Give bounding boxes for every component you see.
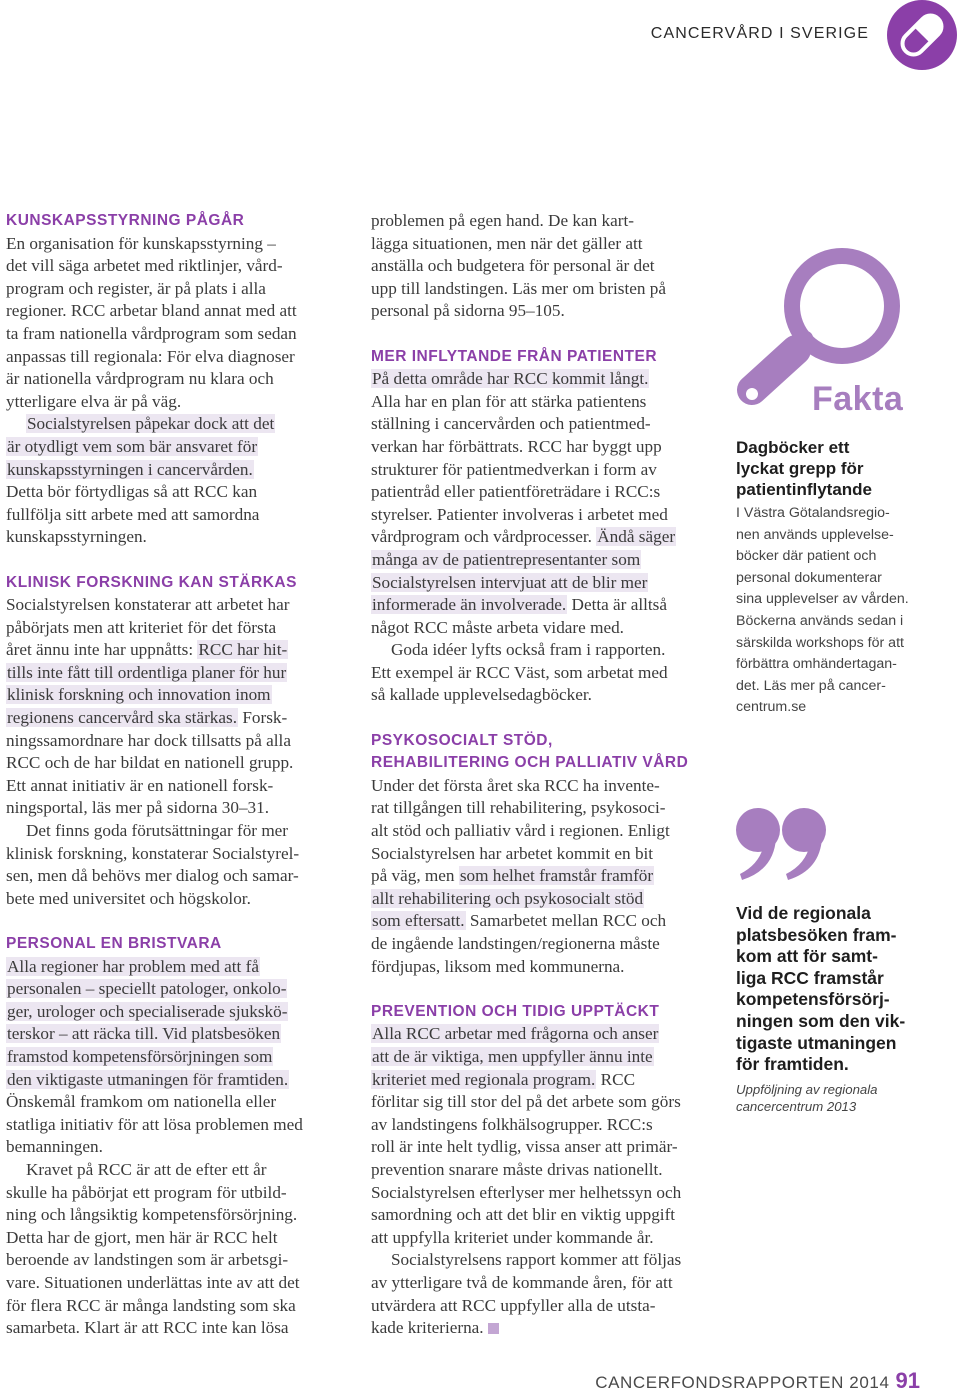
text-line: Ett exempel är RCC Väst, som arbetat med bbox=[371, 662, 668, 682]
highlight: framstod kompetensförsörjningen som bbox=[7, 1046, 273, 1066]
highlight: terskor – att räcka till. Vid platsbesöken bbox=[7, 1024, 281, 1044]
text-line: cancercentrum 2013 bbox=[736, 1099, 857, 1114]
highlight: många av de patientrepresentanter som bbox=[372, 549, 641, 569]
text-line: något RCC måste arbeta vidare med. bbox=[371, 617, 624, 637]
highlight: som eftersatt. bbox=[372, 911, 465, 931]
fakta-body bbox=[736, 503, 941, 719]
text-line: förbättra omhändertagan- bbox=[736, 656, 897, 673]
text-line bbox=[6, 639, 341, 662]
text-line bbox=[371, 910, 706, 933]
paragraph bbox=[6, 233, 341, 414]
pull-quote bbox=[736, 903, 941, 1076]
highlight: Socialstyrelsen intervjuat att de blir mer bbox=[372, 572, 648, 592]
text-line: Socialstyrelsen har arbetet kommit en bit bbox=[371, 843, 654, 863]
paragraph bbox=[6, 820, 341, 910]
text-line: de ingående landstingen/regionerna måste bbox=[371, 934, 660, 953]
paragraph bbox=[6, 413, 341, 549]
text-segment: året ännu inte har uppnåtts: bbox=[6, 640, 198, 660]
text-line bbox=[6, 413, 341, 436]
text-line: liga RCC framstår bbox=[736, 967, 884, 988]
text-line bbox=[371, 1046, 706, 1069]
page-number: 91 bbox=[895, 1368, 920, 1393]
text-line bbox=[6, 684, 341, 707]
text-line: program och register, är på plats i alla bbox=[6, 278, 266, 298]
text-line: styrelser. Patienter involveras i arbetet med bbox=[371, 504, 668, 524]
text-line bbox=[371, 526, 706, 549]
text-line: ningsportal, läs mer på sidorna 30–31. bbox=[6, 798, 270, 818]
text-line: ta fram nationella vårdprogram som sedan bbox=[6, 323, 297, 343]
text-line: särskilda workshops för att bbox=[736, 634, 904, 651]
text-line: personal på sidorna 95–105. bbox=[371, 301, 565, 321]
quote-icon bbox=[734, 804, 834, 889]
highlight: kunskapsstyrningen i cancervården. bbox=[7, 459, 253, 479]
text-line: Under det första året ska RCC ha invente- bbox=[371, 775, 660, 795]
highlight: informerade än involverade. bbox=[372, 595, 567, 615]
text-segment: RCC bbox=[596, 1069, 636, 1089]
text-line: Socialstyrelsen konstaterar att arbetet har bbox=[6, 595, 290, 615]
heading-klinisk-forskning: KLINISK FORSKNING KAN STÄRKAS bbox=[6, 573, 297, 591]
text-line: samordning och att det blir en viktig uppgift bbox=[371, 1205, 676, 1225]
heading-personal: PERSONAL EN BRISTVARA bbox=[6, 935, 222, 952]
text-line: bemanningen. bbox=[6, 1137, 103, 1157]
column-left bbox=[6, 210, 341, 1340]
column-middle bbox=[371, 210, 706, 1340]
text-line: Ett annat initiativ är en nationell forsk- bbox=[6, 775, 274, 795]
text-line: skulle ha påbörjat ett program för utbild- bbox=[6, 1182, 287, 1202]
text-line: ningssamordnare har dock tillsatts på alla bbox=[6, 730, 291, 750]
highlight: är otydligt vem som bär ansvaret för bbox=[7, 436, 258, 456]
text-line: I Västra Götalandsregio- bbox=[736, 505, 890, 521]
text-line: för framtiden. bbox=[736, 1054, 849, 1075]
text-line: Vid de regionala bbox=[736, 903, 871, 923]
text-line: ning och långsiktig kompetensförsörjning. bbox=[6, 1205, 298, 1225]
paragraph bbox=[371, 1023, 706, 1249]
text-line bbox=[371, 594, 706, 617]
text-segment: Samarbetet mellan RCC och bbox=[465, 911, 667, 931]
text-line: Kravet på RCC är att de efter ett år bbox=[26, 1159, 267, 1179]
text-line: så kallade upplevelsedagböcker. bbox=[371, 685, 592, 705]
section-label: CANCERVÅRD I SVERIGE bbox=[650, 25, 869, 42]
text-line: patientråd eller patientföreträdare i RCC:s bbox=[371, 482, 661, 502]
text-line: personal dokumenterar bbox=[736, 569, 882, 586]
text-line: rat tillgången till rehabilitering, psykosoci- bbox=[371, 798, 666, 818]
text-line: sina upplevelser av vården. bbox=[736, 591, 909, 608]
highlight: att de är viktiga, men uppfyller ännu inte bbox=[372, 1046, 653, 1066]
highlight: klinisk forskning och innovation inom bbox=[7, 685, 271, 705]
text-line bbox=[6, 459, 341, 482]
text-line: centrum.se bbox=[736, 699, 807, 716]
text-line: för flera RCC är många landsting som ska bbox=[6, 1295, 296, 1315]
text-line: Önskemål framkom om nationella eller bbox=[6, 1092, 277, 1112]
text-line: vare. Situationen underlättas inte av att det bbox=[6, 1272, 300, 1292]
text-line: Detta har de gjort, men här är RCC helt bbox=[6, 1227, 278, 1247]
heading-prevention: PREVENTION OCH TIDIG UPPTÄCKT bbox=[371, 1002, 660, 1020]
text-line: alt stöd och palliativ vård i regionen. Enligt bbox=[371, 821, 670, 841]
highlight: Alla RCC arbetar med frågorna och anser bbox=[372, 1024, 659, 1044]
highlight: Ändå säger bbox=[597, 527, 676, 547]
text-line: av landstingens folkhälsogrupper. RCC:s bbox=[371, 1114, 653, 1134]
text-line: lyckat grepp för bbox=[736, 459, 864, 478]
highlight: personalen – speciellt patologer, onkolo- bbox=[7, 979, 287, 999]
text-line: ställning i cancervården och patientmed- bbox=[371, 414, 651, 434]
text-line: statliga initiativ för att lösa problemen med bbox=[6, 1114, 303, 1134]
text-line bbox=[371, 865, 706, 888]
text-line: Socialstyrelsen efterlyser mer helhetssyn och bbox=[371, 1182, 682, 1202]
text-line bbox=[6, 707, 341, 730]
text-line bbox=[6, 436, 341, 459]
text-line bbox=[371, 549, 706, 572]
text-line bbox=[6, 1023, 341, 1046]
text-line: att uppfylla kriteriet under kommande år. bbox=[371, 1227, 654, 1247]
quote-source bbox=[736, 1081, 941, 1115]
text-line: kunskapsstyrningen. bbox=[6, 527, 147, 547]
highlight: Alla regioner har problem med att få bbox=[7, 956, 259, 976]
text-line: Goda idéer lyfts också fram i rapporten. bbox=[391, 640, 666, 660]
text-line: platsbesöken fram- bbox=[736, 924, 897, 945]
text-line: det vill säga arbetet med riktlinjer, vård- bbox=[6, 256, 283, 276]
text-line: förlitar sig till stor del på det arbete som görs bbox=[371, 1092, 681, 1112]
text-line: är nationella vårdprogram nu klara och bbox=[6, 369, 274, 389]
text-line bbox=[371, 572, 706, 595]
heading-rehabilitering: REHABILITERING OCH PALLIATIV VÅRD bbox=[371, 754, 689, 772]
text-line: Dagböcker ett bbox=[736, 438, 850, 457]
highlight: tills inte fått till ordentliga planer för hur bbox=[7, 662, 287, 682]
heading-kunskapsstyrning: KUNSKAPSSTYRNING PÅGÅR bbox=[6, 212, 245, 229]
text-line bbox=[6, 1001, 341, 1024]
text-line bbox=[6, 1046, 341, 1069]
end-mark-icon bbox=[488, 1323, 499, 1334]
page-footer bbox=[595, 1368, 920, 1394]
text-segment: på väg, men bbox=[371, 866, 459, 886]
highlight: kriteriet med regionala program. bbox=[372, 1069, 596, 1089]
highlight: den viktigaste utmaningen för framtiden. bbox=[7, 1069, 289, 1089]
highlight: allt rehabilitering och psykosocialt stöd bbox=[372, 888, 644, 908]
fakta-title: Fakta bbox=[812, 380, 904, 418]
text-segment: Forsk- bbox=[238, 708, 288, 728]
highlight: På detta område har RCC kommit långt. bbox=[372, 369, 649, 389]
text-line: klinisk forskning, konstaterar Socialstyrel- bbox=[6, 843, 300, 863]
text-line: det. Läs mer på cancer- bbox=[736, 677, 886, 694]
text-line bbox=[6, 1069, 341, 1092]
text-line: lägga situationen, men när det gäller att bbox=[371, 233, 643, 253]
text-line: samarbeta. Klart är att RCC inte kan lösa bbox=[6, 1318, 289, 1338]
text-line: anpassas till regionala: För elva diagnoser bbox=[6, 346, 295, 366]
text-line: böcker där patient och bbox=[736, 548, 877, 565]
paragraph bbox=[371, 1249, 706, 1339]
text-line: ningen som den vik- bbox=[736, 1010, 906, 1031]
heading-inflytande: MER INFLYTANDE FRÅN PATIENTER bbox=[371, 347, 658, 365]
text-line bbox=[6, 978, 341, 1001]
text-line: sen, men då behövs mer dialog och samar- bbox=[6, 866, 299, 886]
text-line bbox=[6, 662, 341, 685]
text-line bbox=[371, 1069, 706, 1092]
paragraph bbox=[371, 368, 706, 639]
text-segment: kade kriterierna. bbox=[371, 1318, 484, 1338]
text-line: utvärdera att RCC uppfyller alla de utsta- bbox=[371, 1295, 656, 1315]
text-line: RCC och de har bildat en nationell grupp. bbox=[6, 753, 294, 773]
pill-icon bbox=[887, 0, 957, 70]
paragraph bbox=[371, 775, 706, 978]
text-segment: Detta är alltså bbox=[567, 595, 667, 615]
text-line: anställa och budgetera för personal är det bbox=[371, 256, 655, 276]
heading-psykosocialt: PSYKOSOCIALT STÖD, bbox=[371, 731, 553, 749]
paragraph bbox=[371, 210, 706, 323]
highlight: som helhet framstår framför bbox=[459, 866, 654, 886]
text-line: påbörjats men att kriteriet för det första bbox=[6, 617, 277, 637]
text-line: strukturer för patientmedverkan i form av bbox=[371, 459, 657, 479]
text-line: problemen på egen hand. De kan kart- bbox=[371, 211, 634, 230]
text-line: prevention snarare måste drivas nationellt. bbox=[371, 1159, 663, 1179]
paragraph bbox=[371, 639, 706, 707]
text-line: Detta bör förtydligas så att RCC kan bbox=[6, 482, 258, 502]
text-line: Uppföljning av regionala bbox=[736, 1082, 878, 1097]
text-line: Socialstyrelsens rapport kommer att följas bbox=[391, 1250, 682, 1270]
text-line: roll är inte helt tydlig, vissa anser att primär- bbox=[371, 1137, 678, 1157]
paragraph bbox=[6, 1159, 341, 1340]
text-line: bete med universitet och högskolor. bbox=[6, 888, 251, 908]
highlight: regionens cancervård ska stärkas. bbox=[7, 708, 238, 728]
text-line: kompetensförsörj- bbox=[736, 989, 890, 1010]
fakta-heading bbox=[736, 437, 941, 500]
text-line bbox=[371, 1023, 706, 1046]
text-segment: vårdprogram och vårdprocesser. bbox=[371, 527, 597, 547]
text-line: nen används upplevelse- bbox=[736, 526, 894, 543]
paragraph bbox=[6, 594, 341, 820]
text-line bbox=[6, 956, 341, 979]
paragraph bbox=[6, 956, 341, 1159]
text-line bbox=[371, 1317, 706, 1340]
text-line: ytterligare elva är på väg. bbox=[6, 391, 182, 411]
text-line: Böckerna används sedan i bbox=[736, 612, 904, 629]
text-line: beroende av landstingen som är arbetsgi- bbox=[6, 1250, 289, 1270]
text-line: tigaste utmaningen bbox=[736, 1032, 897, 1053]
highlight: ger, urologer och specialiserade sjukskö- bbox=[7, 1001, 288, 1021]
text-line bbox=[371, 368, 706, 391]
text-line: fördjupas, liksom med kommunerna. bbox=[371, 956, 625, 976]
highlight: RCC har hit- bbox=[198, 640, 288, 660]
text-line: Alla har en plan för att stärka patientens bbox=[371, 391, 647, 411]
text-line: upp till landstingen. Läs mer om bristen på bbox=[371, 278, 666, 298]
text-line bbox=[371, 888, 706, 911]
text-line: av ytterligare två de kommande åren, för att bbox=[371, 1272, 673, 1292]
text-line: regioner. RCC arbetar bland annat med att bbox=[6, 301, 297, 321]
publication-name: CANCERFONDSRAPPORTEN 2014 bbox=[595, 1373, 890, 1392]
text-line: En organisation för kunskapsstyrning – bbox=[6, 233, 276, 253]
text-line: fullfölja sitt arbete med att samordna bbox=[6, 504, 260, 524]
text-line: patientinflytande bbox=[736, 480, 873, 499]
text-line: Det finns goda förutsättningar för mer bbox=[26, 821, 289, 841]
highlight: Socialstyrelsen påpekar dock att det bbox=[27, 414, 275, 434]
text-line: kom att för samt- bbox=[736, 946, 878, 967]
text-line: verkan har förbättrats. RCC har byggt upp bbox=[371, 436, 662, 456]
